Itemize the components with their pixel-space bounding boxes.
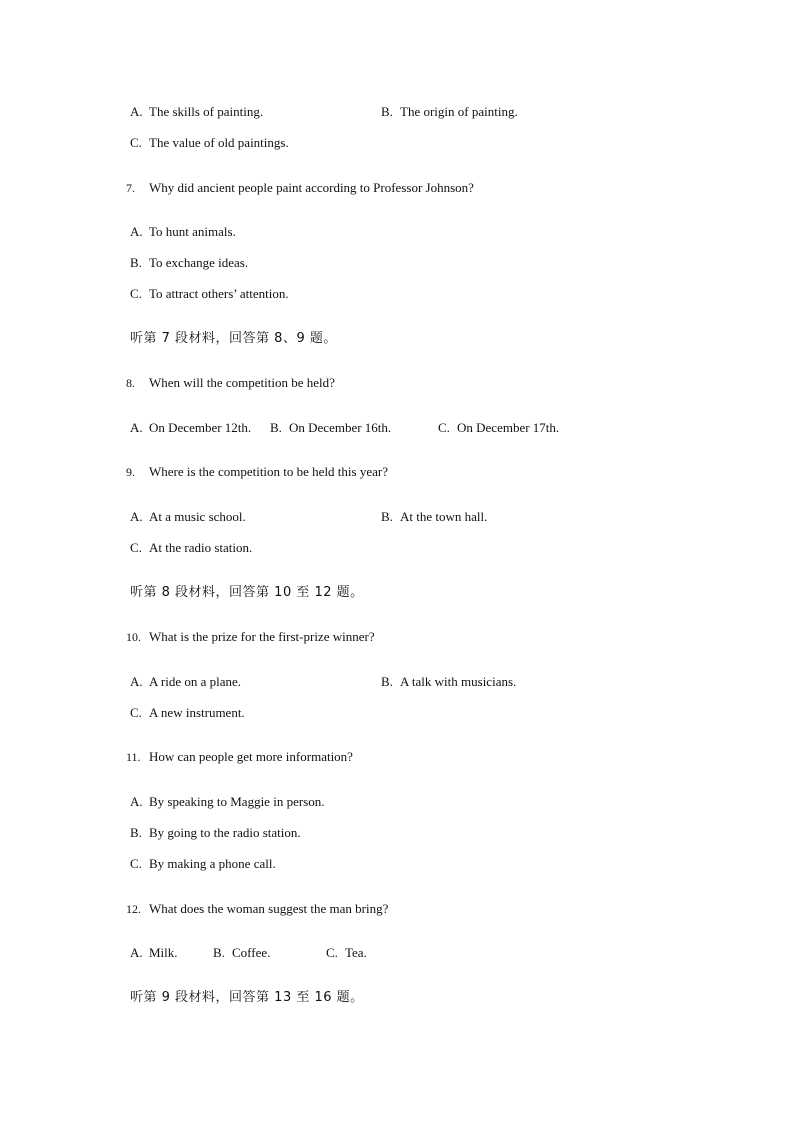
section-8-instruction: 听第 8 段材料，回答第 10 至 12 题。 <box>130 585 364 600</box>
option-text: To exchange ideas. <box>149 255 249 270</box>
option-text: On December 12th. <box>149 420 252 435</box>
q10-option-c[interactable] <box>130 705 245 721</box>
q10-option-b[interactable] <box>381 674 516 690</box>
question-number: 9. <box>126 465 135 479</box>
option-text: A talk with musicians. <box>400 674 517 689</box>
q6-option-b[interactable] <box>381 104 518 120</box>
q9-option-b[interactable] <box>381 509 487 525</box>
q7-option-b[interactable] <box>130 255 248 271</box>
option-text: To hunt animals. <box>149 224 236 239</box>
q12-option-c[interactable] <box>326 945 367 961</box>
q9-option-c[interactable] <box>130 540 252 556</box>
option-text: By speaking to Maggie in person. <box>149 794 325 809</box>
q11-option-c[interactable] <box>130 856 276 872</box>
option-letter: A. <box>130 104 143 119</box>
question-number: 7. <box>126 181 135 195</box>
option-letter: A. <box>130 945 143 960</box>
option-letter: A. <box>130 509 143 524</box>
q7-option-a[interactable] <box>130 224 236 240</box>
option-letter: B. <box>130 255 142 270</box>
q8-option-c[interactable] <box>438 420 559 436</box>
q11-option-b[interactable] <box>130 825 301 841</box>
question-number: 11. <box>126 750 141 764</box>
option-letter: B. <box>381 104 393 119</box>
question-text: What does the woman suggest the man bring? <box>149 901 389 916</box>
option-letter: B. <box>270 420 282 435</box>
option-letter: A. <box>130 674 143 689</box>
question-11 <box>126 749 353 765</box>
option-text: The value of old paintings. <box>149 135 289 150</box>
option-letter: A. <box>130 794 143 809</box>
q11-option-a[interactable] <box>130 794 324 810</box>
question-text: What is the prize for the first-prize winner? <box>149 629 375 644</box>
option-text: The skills of painting. <box>149 104 264 119</box>
question-text: When will the competition be held? <box>149 375 335 390</box>
option-text: Coffee. <box>232 945 271 960</box>
option-letter: C. <box>438 420 450 435</box>
option-text: To attract others’ attention. <box>149 286 289 301</box>
section-9-instruction: 听第 9 段材料，回答第 13 至 16 题。 <box>130 990 364 1005</box>
q9-option-a[interactable] <box>130 509 246 525</box>
question-text: Where is the competition to be held this year? <box>149 464 388 479</box>
option-letter: A. <box>130 224 143 239</box>
question-number: 8. <box>126 376 135 390</box>
option-text: Tea. <box>345 945 367 960</box>
option-text: The origin of painting. <box>400 104 518 119</box>
q8-option-a[interactable] <box>130 420 251 436</box>
question-number: 10. <box>126 630 141 644</box>
option-text: By making a phone call. <box>149 856 276 871</box>
question-text: How can people get more information? <box>149 749 353 764</box>
option-letter: C. <box>130 540 142 555</box>
option-letter: C. <box>130 286 142 301</box>
option-text: Milk. <box>149 945 178 960</box>
option-text: At the radio station. <box>149 540 253 555</box>
option-letter: B. <box>381 509 393 524</box>
question-text: Why did ancient people paint according to Professor Johnson? <box>149 180 474 195</box>
option-text: On December 16th. <box>289 420 392 435</box>
q6-option-c[interactable] <box>130 135 289 151</box>
option-text: A ride on a plane. <box>149 674 242 689</box>
option-text: At a music school. <box>149 509 246 524</box>
q10-option-a[interactable] <box>130 674 241 690</box>
q12-option-a[interactable] <box>130 945 178 961</box>
option-text: On December 17th. <box>457 420 560 435</box>
q8-option-b[interactable] <box>270 420 391 436</box>
option-letter: C. <box>326 945 338 960</box>
question-8 <box>126 375 335 391</box>
section-7-instruction: 听第 7 段材料，回答第 8、9 题。 <box>130 331 337 346</box>
option-text: By going to the radio station. <box>149 825 301 840</box>
question-number: 12. <box>126 902 141 916</box>
q7-option-c[interactable] <box>130 286 289 302</box>
q6-option-a[interactable] <box>130 104 263 120</box>
option-letter: C. <box>130 856 142 871</box>
option-letter: B. <box>381 674 393 689</box>
option-text: At the town hall. <box>400 509 488 524</box>
question-10 <box>126 629 375 645</box>
option-text: A new instrument. <box>149 705 245 720</box>
question-7 <box>126 180 474 196</box>
option-letter: B. <box>213 945 225 960</box>
q12-option-b[interactable] <box>213 945 270 961</box>
option-letter: A. <box>130 420 143 435</box>
question-9 <box>126 464 388 480</box>
option-letter: C. <box>130 135 142 150</box>
question-12 <box>126 901 388 917</box>
option-letter: C. <box>130 705 142 720</box>
option-letter: B. <box>130 825 142 840</box>
